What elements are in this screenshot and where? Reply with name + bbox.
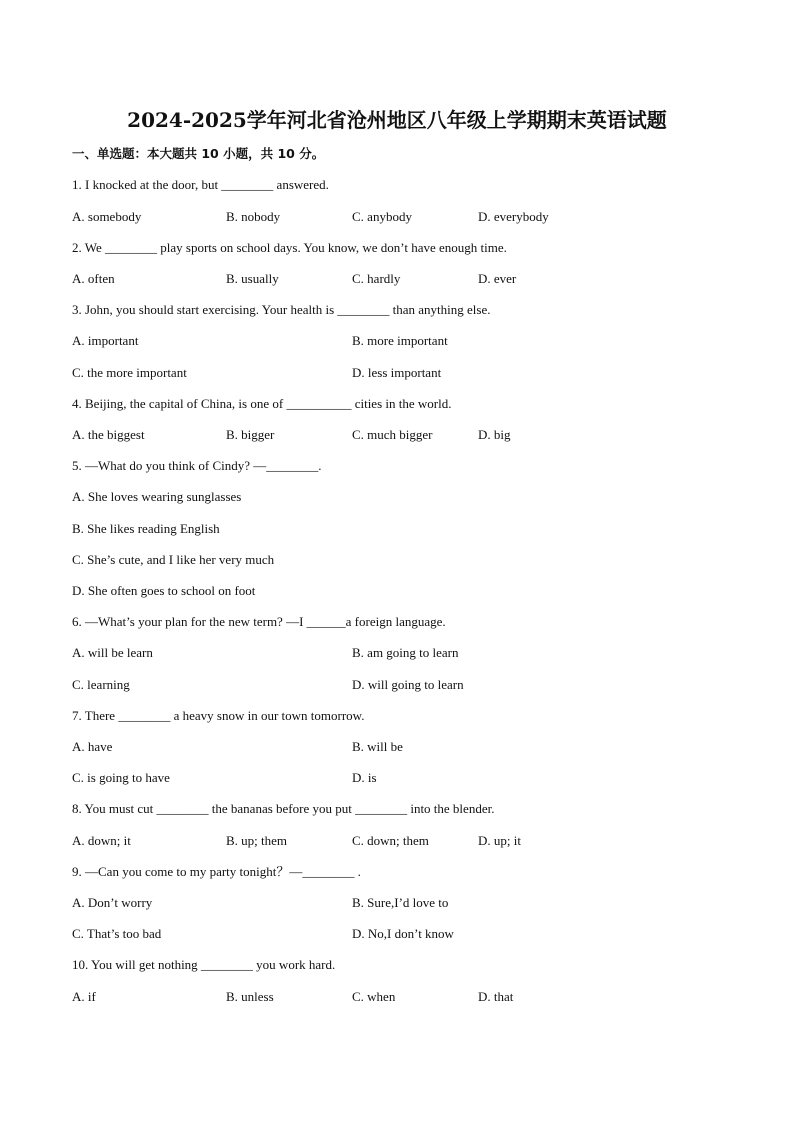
question-7-option-c: C. is going to have — [72, 770, 170, 785]
question-6-option-a: A. will be learn — [72, 645, 153, 660]
document-title: 2024-2025学年河北省沧州地区八年级上学期期末英语试题 — [127, 108, 667, 132]
question-5-option-b: B. She likes reading English — [72, 521, 220, 536]
question-10-stem: 10. You will get nothing ________ you work hard. — [72, 957, 336, 972]
question-8-option-a: A. down; it — [72, 833, 131, 848]
question-1-option-a: A. somebody — [72, 209, 142, 224]
question-5-stem: 5. —What do you think of Cindy? —________. — [72, 458, 322, 473]
question-7-stem: 7. There ________ a heavy snow in our town tomorrow. — [72, 708, 365, 723]
question-4-option-d: D. big — [478, 427, 511, 442]
question-10-option-d: D. that — [478, 989, 514, 1004]
question-2-option-a: A. often — [72, 271, 115, 286]
question-1-stem: 1. I knocked at the door, but ________ answered. — [72, 177, 329, 192]
question-10-option-a: A. if — [72, 989, 96, 1004]
question-6-option-c: C. learning — [72, 677, 130, 692]
question-3-option-d: D. less important — [352, 365, 442, 380]
question-9-option-c: C. That’s too bad — [72, 926, 162, 941]
section-header: 一、单选题：本大题共 10 小题，共 10 分。 — [72, 146, 325, 161]
question-9-option-a: A. Don’t worry — [72, 895, 153, 910]
question-4-option-c: C. much bigger — [352, 427, 433, 442]
question-8-stem: 8. You must cut ________ the bananas before you put ________ into the blender. — [72, 801, 495, 816]
question-1-option-c: C. anybody — [352, 209, 412, 224]
question-10-option-b: B. unless — [226, 989, 274, 1004]
question-5-option-d: D. She often goes to school on foot — [72, 583, 256, 598]
question-5-option-c: C. She’s cute, and I like her very much — [72, 552, 275, 567]
question-8-option-d: D. up; it — [478, 833, 521, 848]
question-3-stem: 3. John, you should start exercising. Your health is ________ than anything else. — [72, 302, 491, 317]
question-2-option-d: D. ever — [478, 271, 517, 286]
question-4-option-a: A. the biggest — [72, 427, 145, 442]
question-9-option-b: B. Sure,I’d love to — [352, 895, 449, 910]
question-3-option-b: B. more important — [352, 333, 448, 348]
question-4-option-b: B. bigger — [226, 427, 275, 442]
question-3-option-a: A. important — [72, 333, 139, 348]
question-3-option-c: C. the more important — [72, 365, 187, 380]
question-9-option-d: D. No,I don’t know — [352, 926, 454, 941]
question-7-option-d: D. is — [352, 770, 377, 785]
question-2-option-b: B. usually — [226, 271, 279, 286]
question-6-option-d: D. will going to learn — [352, 677, 464, 692]
question-7-option-a: A. have — [72, 739, 113, 754]
question-9-stem: 9. —Can you come to my party tonight？—________ . — [72, 864, 361, 879]
question-4-stem: 4. Beijing, the capital of China, is one of __________ cities in the world. — [72, 396, 452, 411]
question-6-option-b: B. am going to learn — [352, 645, 459, 660]
question-5-option-a: A. She loves wearing sunglasses — [72, 489, 242, 504]
question-2-stem: 2. We ________ play sports on school days. You know, we don’t have enough time. — [72, 240, 507, 255]
question-10-option-c: C. when — [352, 989, 396, 1004]
question-8-option-b: B. up; them — [226, 833, 288, 848]
question-1-option-d: D. everybody — [478, 209, 549, 224]
question-7-option-b: B. will be — [352, 739, 403, 754]
question-1-option-b: B. nobody — [226, 209, 281, 224]
question-8-option-c: C. down; them — [352, 833, 429, 848]
question-6-stem: 6. —What’s your plan for the new term? —I ______a foreign language. — [72, 614, 446, 629]
question-2-option-c: C. hardly — [352, 271, 401, 286]
